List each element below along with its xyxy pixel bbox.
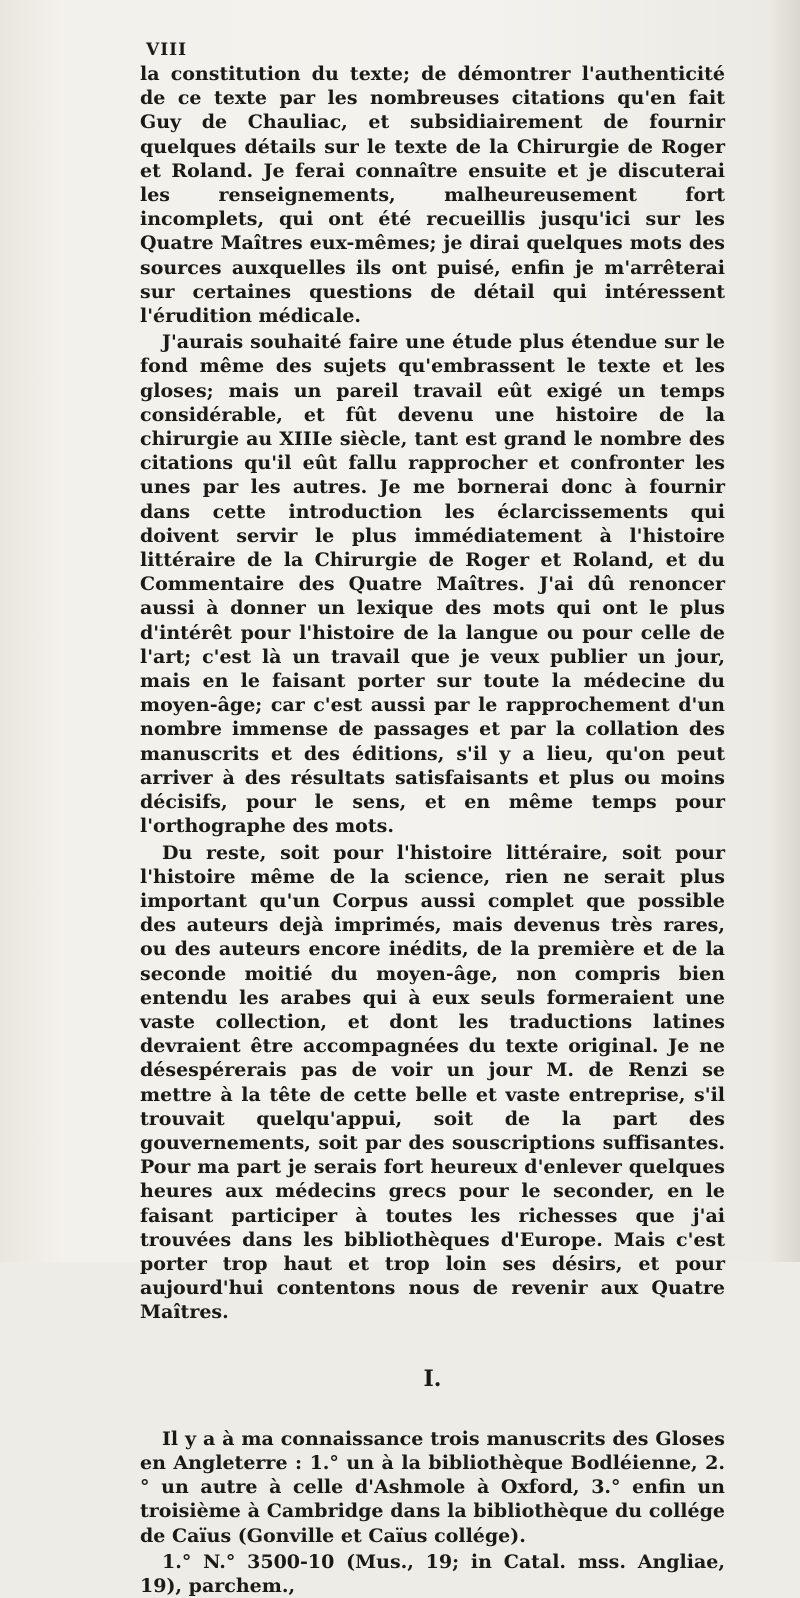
page-number: VIII [146,40,188,60]
paragraph-3: Du reste, soit pour l'histoire littéraire, soit pour l'histoire même de la science, rien ne serait plus important qu'un Corpus aussi complet que possible des auteurs dejà imprimés, mais devenus très rares, ou des auteurs encore inédits, de la première et de la seconde moitié du moyen-âge, non compris bien entendu les arabes qui à eux seuls formeraient une vaste collection, et dont les traductions latines devraient être accompagnées du texte original. Je ne désespérerais pas de voir un jour M. de Renzi se mettre à la tête de cette belle et vaste entreprise, s'il trouvait quelqu'appui, soit de la part des gouvernements, soit par des souscriptions suffisantes. Pour ma part je serais fort heureux d'enlever quelques heures aux médecins grecs pour le seconder, en le faisant participer à toutes les richesses que j'ai trouvées dans les bibliothèques d'Europe. Mais c'est porter trop haut et trop loin ses désirs, et pour aujourd'hui contentons nous de revenir aux Quatre Maîtres. [140,841,725,1324]
paragraph-4: Il y a à ma connaissance trois manuscrits des Gloses en Angleterre : 1.° un à la bibliothèque Bodléienne, 2.° un autre à celle d'Ashmole à Oxford, 3.° enfin un troisième à Cambridge dans la bibliothèque du collége de Caïus (Gonville et Caïus collége). [140,1427,725,1547]
paragraph-2: J'aurais souhaité faire une étude plus étendue sur le fond même des sujets qu'embrassent le texte et les gloses; mais un pareil travail eût exigé un temps considérable, et fût devenu une histoire de la chirurgie au XIIIe siècle, tant est grand le nombre des citations qu'il eût fallu rapprocher et confronter les unes par les autres. Je me bornerai donc à fournir dans cette introduction les éclarcissements qui doivent servir le plus immédiatement à l'histoire littéraire de la Chirurgie de Roger et Roland, et du Commentaire des Quatre Maîtres. J'ai dû renoncer aussi à donner un lexique des mots qui ont le plus d'intérêt pour l'histoire de la langue ou pour celle de l'art; c'est là un travail que je veux publier un jour, mais en le faisant porter sur toute la médecine du moyen-âge; car c'est aussi par le rapprochement d'un nombre immense de passages et par la collation des manuscrits et des éditions, s'il y a lieu, qu'on peut arriver à des résultats satisfaisants et plus ou moins décisifs, pour le sens, et en même temps pour l'orthographe des mots. [140,331,725,838]
section-heading: I. [423,1365,442,1392]
paragraph-5: 1.° N.° 3500-10 (Mus., 19; in Catal. mss. Angliae, 19), parchem., [140,1550,725,1597]
paragraph-1: la constitution du texte; de démontrer l'authenticité de ce texte par les nombreuses citations qu'en fait Guy de Chauliac, et subsidiairement de fournir quelques détails sur le texte de la Chirurgie de Roger et Roland. Je ferai connaître ensuite et je discuterai les renseignements, malheureusement fort incomplets, qui ont été recueillis jusqu'ici sur les Quatre Maîtres eux-mêmes; je dirai quelques mots des sources auxquelles ils ont puisé, enfin je m'arrêterai sur certaines questions de détail qui intéressent l'érudition médicale. [140,63,725,328]
page-body [140,62,725,1598]
